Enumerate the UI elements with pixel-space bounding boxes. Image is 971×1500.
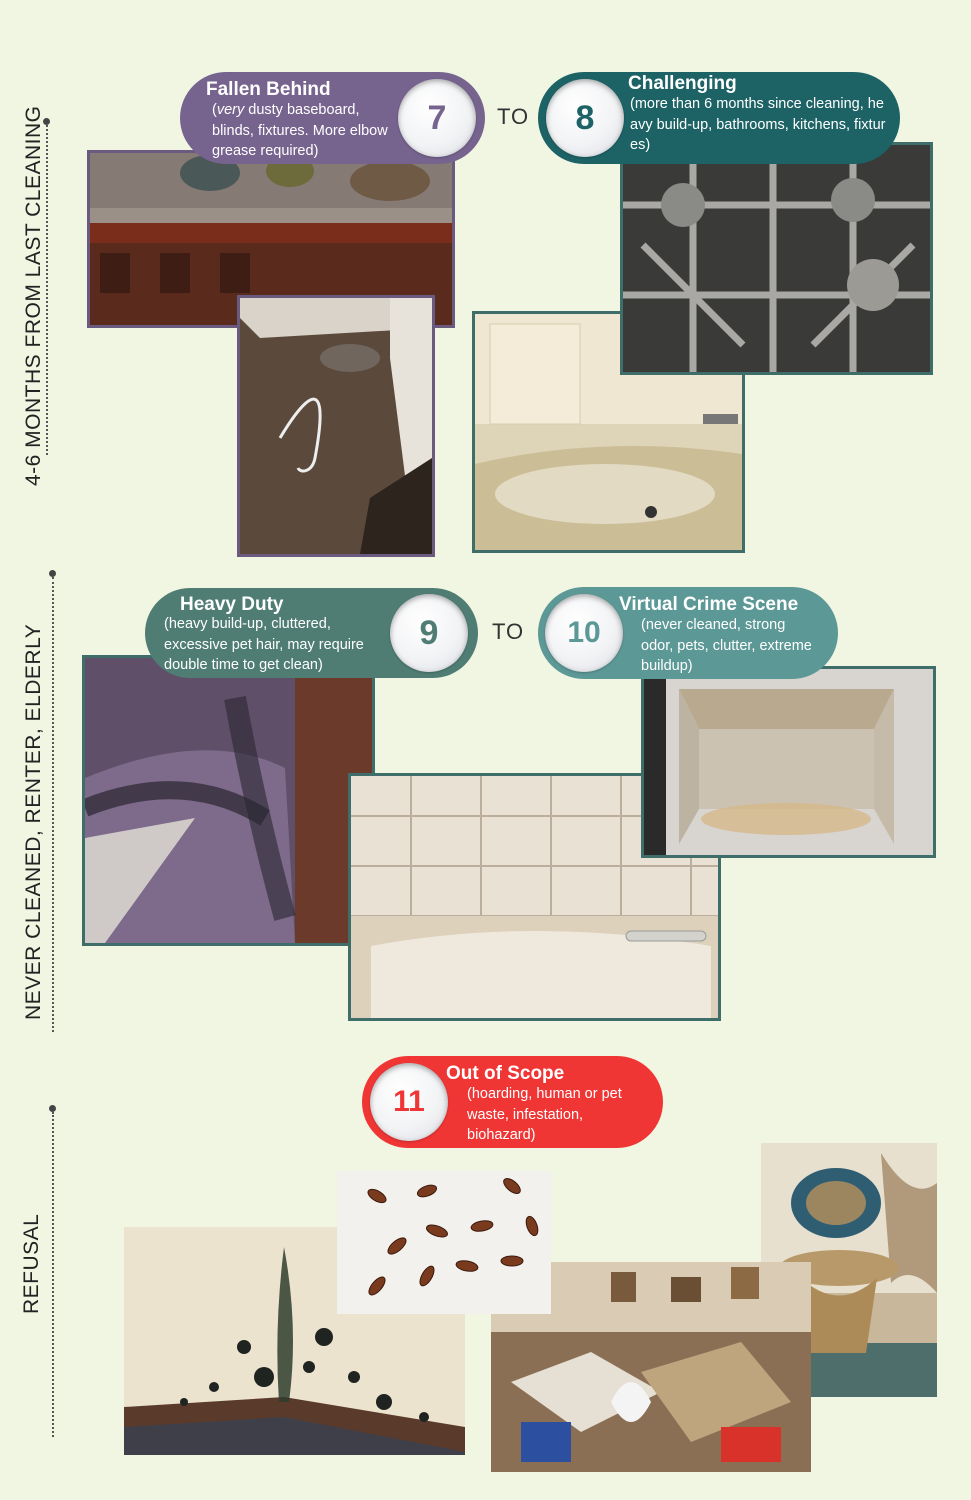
section-divider-line (46, 125, 48, 455)
level-7-title: Fallen Behind (206, 79, 331, 100)
bugs-image (337, 1171, 551, 1314)
greasy-stove-image (620, 142, 933, 375)
level-8-number-badge: 8 (546, 79, 624, 157)
level-11-number-badge: 11 (370, 1063, 448, 1141)
dirty-microwave-image (641, 666, 936, 858)
level-7-description: (very dusty baseboard, blinds, fixtures. More elbow grease required) (212, 102, 388, 159)
section-divider-line (52, 1112, 54, 1437)
level-9-title: Heavy Duty (180, 594, 284, 615)
section-divider-line (52, 577, 54, 1032)
level-11-title: Out of Scope (446, 1063, 565, 1084)
level-10-pill (538, 587, 838, 679)
level-10-title: Virtual Crime Scene (619, 594, 799, 615)
level-7-number-badge: 7 (398, 79, 476, 157)
connector-to-9-10: TO (492, 619, 525, 644)
level-10-number-badge: 10 (545, 594, 623, 672)
section-label-4-6-months: 4-6 MONTHS FROM LAST CLEANING (22, 105, 45, 486)
section-label-refusal: REFUSAL (20, 1213, 43, 1314)
level-9-number-badge: 9 (390, 594, 468, 672)
dusty-floor-image (237, 295, 435, 557)
level-7-pill (180, 72, 485, 164)
level-9-description: (heavy build-up, cluttered, excessive pet hair, may require double time to get clean) (164, 616, 364, 673)
level-11-pill (362, 1056, 663, 1148)
level-10-description: (never cleaned, strong odor, pets, clutter, extreme buildup) (641, 617, 812, 674)
level-8-description: (more than 6 months since cleaning, heavy build-up, bathrooms, kitchens, fixtures) (630, 96, 886, 153)
level-11-description: (hoarding, human or pet waste, infestation, biohazard) (467, 1086, 622, 1143)
pet-hair-couch-image (82, 655, 375, 946)
section-label-never-cleaned: NEVER CLEANED, RENTER, ELDERLY (22, 623, 45, 1020)
section-marker-dot (49, 570, 56, 577)
level-8-pill (538, 72, 900, 164)
section-marker-dot (49, 1105, 56, 1112)
level-9-pill (145, 588, 478, 678)
connector-to-7-8: TO (497, 104, 530, 129)
level-8-title: Challenging (628, 73, 737, 94)
